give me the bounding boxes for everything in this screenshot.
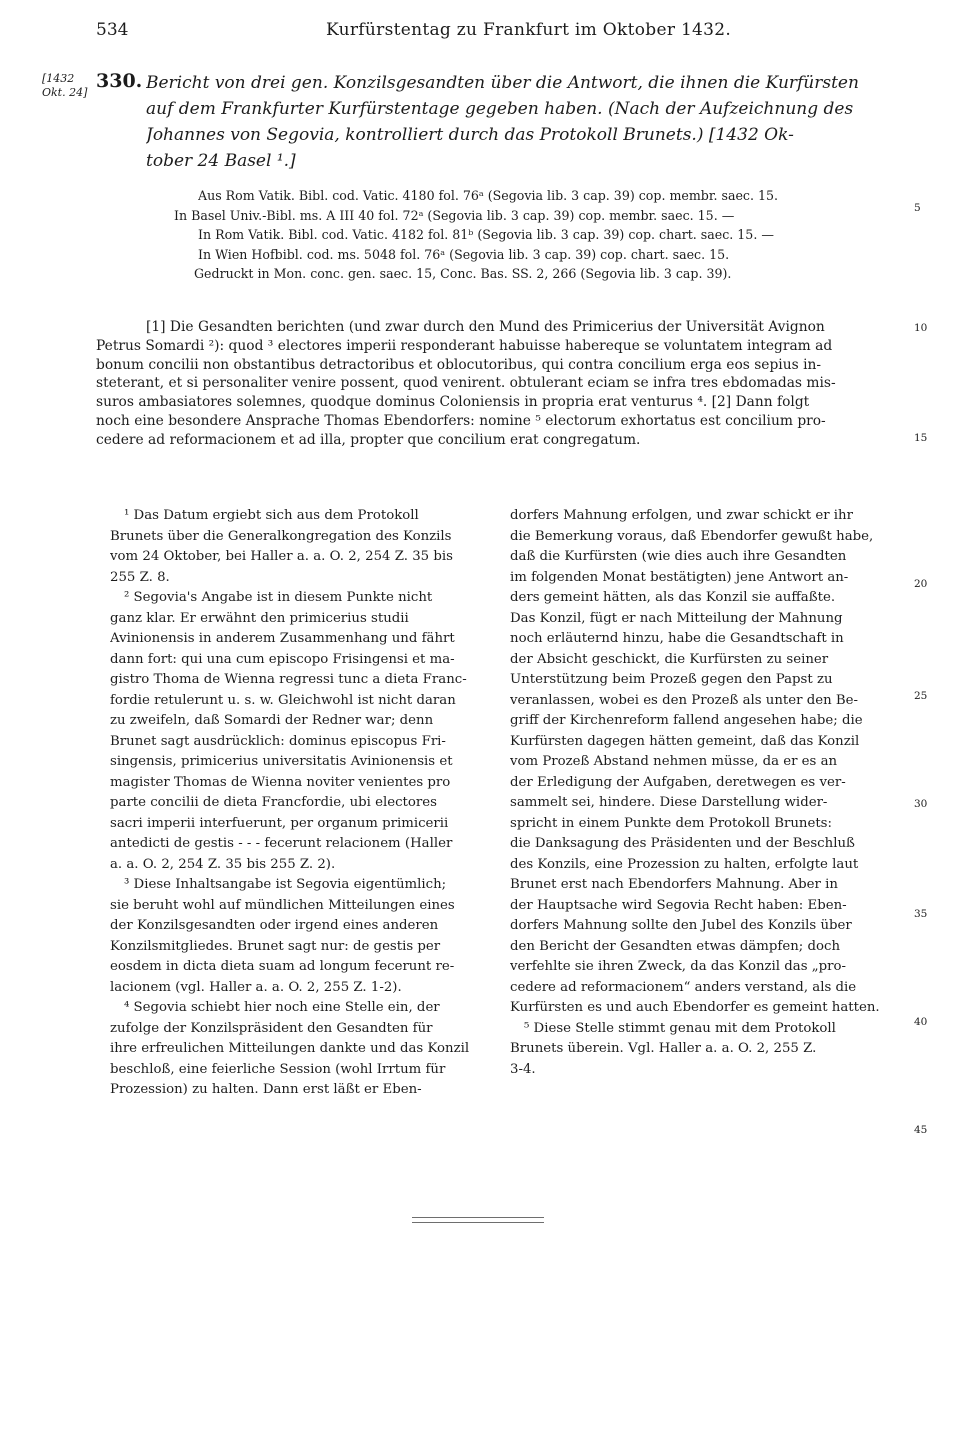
- footnote-line: sammelt sei, hindere. Diese Darstellung wider-: [510, 795, 828, 810]
- footnote-line: ² Segovia's Angabe ist in diesem Punkte nicht: [124, 590, 433, 605]
- line-number: 15: [914, 432, 928, 444]
- footnote-line: dann fort: qui una cum episcopo Frisingensi et ma-: [110, 651, 455, 667]
- footnote-line: antedicti de gestis - - - fecerunt relacionem (Haller: [110, 836, 453, 851]
- margin-note-line: [1432: [42, 72, 75, 85]
- footnote-line: den Bericht der Gesandten etwas dämpfen; doch: [510, 938, 841, 954]
- footnote-line: Prozession) zu halten. Dann erst läßt er Eben-: [110, 1082, 422, 1097]
- footnote-line: beschloß, eine feierliche Session (wohl Irrtum für: [110, 1061, 446, 1077]
- line-number: 35: [914, 908, 928, 920]
- footnote-line: magister Thomas de Wienna noviter venientes pro: [110, 774, 451, 790]
- footnote-line: ⁴ Segovia schiebt hier noch eine Stelle ein, der: [124, 1000, 440, 1015]
- footnote-line: Brunets überein. Vgl. Haller a. a. O. 2, 255 Z.: [510, 1041, 817, 1056]
- footnote-line: Unterstützung beim Prozeß gegen den Papst zu: [510, 672, 833, 687]
- footnote-line: der Absicht geschickt, die Kurfürsten zu seiner: [510, 651, 829, 667]
- footnote-line: ganz klar. Er erwähnt den primicerius studii: [110, 610, 409, 626]
- footnotes-left-column: [110, 506, 496, 1101]
- footnote-line: spricht in einem Punkte dem Protokoll Brunets:: [510, 815, 832, 831]
- footnote-line: parte concilii de dieta Francfordie, ubi electores: [110, 795, 437, 810]
- line-number: 30: [914, 798, 928, 810]
- footnotes-right-column: [510, 506, 908, 1080]
- footnote-line: noch erläuternd hinzu, habe die Gesandtschaft in: [510, 631, 844, 646]
- line-number: 45: [914, 1124, 928, 1136]
- footnote-line: vom Prozeß Abstand nehmen müsse, da er es an: [510, 754, 838, 769]
- footnote-line: der Erledigung der Aufgaben, deretwegen es ver-: [510, 774, 846, 790]
- end-rule-bottom: [412, 1222, 544, 1223]
- source-line: Gedruckt in Mon. conc. gen. saec. 15, Conc. Bas. SS. 2, 266 (Segovia lib. 3 cap. 39).: [194, 266, 732, 282]
- line-number: 40: [914, 1016, 928, 1028]
- source-line: In Rom Vatik. Bibl. cod. Vatic. 4182 fol. 81ᵇ (Segovia lib. 3 cap. 39) cop. chart. saec. 15. —: [198, 227, 774, 243]
- footnote-line: dorfers Mahnung erfolgen, und zwar schickt er ihr: [510, 508, 853, 523]
- footnote-line: cedere ad reformacionem“ anders verstand, als die: [510, 979, 857, 995]
- line-number: 20: [914, 578, 928, 590]
- footnote-line: sacri imperii interfuerunt, per organum primicerii: [110, 815, 449, 831]
- title-line: Johannes von Segovia, kontrolliert durch das Protokoll Brunets.) [1432 Ok-: [146, 125, 794, 145]
- footnote-line: fordie retulerunt u. s. w. Gleichwohl ist nicht daran: [110, 692, 456, 708]
- footnote-line: Konzilsmitgliedes. Brunet sagt nur: de gestis per: [110, 938, 441, 954]
- body-line: Petrus Somardi ²): quod ³ electores imperii responderant habuisse habereque se voluntatem integram ad: [96, 337, 833, 354]
- footnote-line: griff der Kirchenreform fallend angesehen habe; die: [510, 713, 863, 728]
- footnote-line: 3-4.: [510, 1061, 536, 1077]
- footnote-line: Brunet erst nach Ebendorfers Mahnung. Aber in: [510, 877, 838, 892]
- title-line: tober 24 Basel ¹.]: [146, 151, 296, 171]
- footnote-line: eosdem in dicta dieta suam ad longum fecerunt re-: [110, 959, 455, 974]
- footnote-line: Brunet sagt ausdrücklich: dominus episcopus Fri-: [110, 733, 446, 749]
- main-body-text: [96, 318, 908, 450]
- margin-note-line: Okt. 24]: [42, 86, 88, 99]
- footnote-line: im folgenden Monat bestätigten) jene Antwort an-: [510, 569, 849, 585]
- title-line: Bericht von drei gen. Konzilsgesandten über die Antwort, die ihnen die Kurfürsten: [146, 73, 859, 93]
- document-number: 330.: [96, 70, 143, 92]
- title-line: auf dem Frankfurter Kurfürstentage gegeben haben. (Nach der Aufzeichnung des: [146, 99, 854, 119]
- source-line: In Wien Hofbibl. cod. ms. 5048 fol. 76ᵃ (Segovia lib. 3 cap. 39) cop. chart. saec. 15.: [198, 246, 730, 262]
- footnote-line: singensis, primicerius universitatis Avinionensis et: [110, 754, 453, 769]
- running-title: Kurfürstentag zu Frankfurt im Oktober 1432.: [326, 20, 732, 40]
- source-line: In Basel Univ.-Bibl. ms. A III 40 fol. 72ᵃ (Segovia lib. 3 cap. 39) cop. membr. saec. 15. —: [174, 207, 735, 223]
- body-line: suros ambasiatores solemnes, quodque dominus Coloniensis in propria erat venturus ⁴. [2] Dann folgt: [96, 394, 810, 411]
- footnote-line: verfehlte sie ihren Zweck, da das Konzil das „pro-: [510, 959, 847, 974]
- footnote-line: zufolge der Konzilspräsident den Gesandten für: [110, 1020, 433, 1036]
- footnote-line: ihre erfreulichen Mitteilungen dankte und das Konzil: [110, 1041, 470, 1056]
- footnote-line: die Bemerkung voraus, daß Ebendorfer gewußt habe,: [510, 528, 874, 544]
- footnote-line: dorfers Mahnung sollte den Jubel des Konzils über: [510, 918, 852, 933]
- footnote-line: gistro Thoma de Wienna regressi tunc a dieta Franc-: [110, 672, 467, 687]
- source-line: Aus Rom Vatik. Bibl. cod. Vatic. 4180 fol. 76ᵃ (Segovia lib. 3 cap. 39) cop. membr. saec. 15.: [198, 188, 779, 203]
- end-rule-top: [412, 1217, 544, 1218]
- margin-date-note: [42, 72, 87, 100]
- footnote-line: lacionem (vgl. Haller a. a. O. 2, 255 Z. 1-2).: [110, 979, 402, 995]
- footnote-line: ¹ Das Datum ergiebt sich aus dem Protokoll: [124, 508, 419, 523]
- line-number: 25: [914, 690, 928, 702]
- footnote-line: Das Konzil, fügt er nach Mitteilung der Mahnung: [510, 610, 843, 626]
- footnote-line: ⁵ Diese Stelle stimmt genau mit dem Protokoll: [524, 1020, 836, 1036]
- footnote-line: ders gemeint hätten, als das Konzil sie auffaßte.: [510, 590, 836, 605]
- footnote-line: vom 24 Oktober, bei Haller a. a. O. 2, 254 Z. 35 bis: [110, 549, 453, 564]
- body-line: bonum concilii non obstantibus detractoribus et oblocutoribus, qui contra concilium erga eos sepius in-: [96, 356, 822, 373]
- line-number: 10: [914, 322, 928, 334]
- body-line: cedere ad reformacionem et ad illa, propter que concilium erat congregatum.: [96, 431, 641, 448]
- footnote-line: Brunets über die Generalkongregation des Konzils: [110, 528, 452, 544]
- footnote-line: des Konzils, eine Prozession zu halten, erfolgte laut: [510, 856, 859, 872]
- footnote-line: veranlassen, wobei es den Prozeß als unter den Be-: [510, 692, 859, 708]
- footnote-line: zu zweifeln, daß Somardi der Redner war; denn: [110, 713, 434, 728]
- body-line: steterant, et si personaliter venire possent, quod venirent. obtulerant eciam se infra tres ebdomadas mis-: [96, 375, 836, 392]
- body-line: noch eine besondere Ansprache Thomas Ebendorfers: nomine ⁵ electorum exhortatus est concilium pro-: [96, 412, 826, 429]
- footnote-line: a. a. O. 2, 254 Z. 35 bis 255 Z. 2).: [110, 856, 336, 872]
- footnote-line: Kurfürsten es und auch Ebendorfer es gemeint hatten.: [510, 1000, 880, 1015]
- footnote-line: daß die Kurfürsten (wie dies auch ihre Gesandten: [510, 549, 847, 564]
- footnote-line: die Danksagung des Präsidenten und der Beschluß: [510, 836, 855, 851]
- source-apparatus: [174, 186, 918, 284]
- body-line: [1] Die Gesandten berichten (und zwar durch den Mund des Primicerius der Universität Avignon: [146, 319, 825, 335]
- page-number: 534: [96, 20, 129, 40]
- footnote-line: ³ Diese Inhaltsangabe ist Segovia eigentümlich;: [124, 877, 447, 892]
- footnote-line: 255 Z. 8.: [110, 569, 170, 585]
- footnote-line: Avinionensis in anderem Zusammenhang und fährt: [110, 631, 455, 646]
- line-number: 5: [914, 202, 921, 214]
- footnote-line: der Hauptsache wird Segovia Recht haben: Eben-: [510, 897, 847, 913]
- document-title: [146, 70, 916, 174]
- footnote-line: sie beruht wohl auf mündlichen Mitteilungen eines: [110, 897, 455, 913]
- footnote-line: der Konzilsgesandten oder irgend eines anderen: [110, 918, 439, 933]
- footnote-line: Kurfürsten dagegen hätten gemeint, daß das Konzil: [510, 733, 860, 749]
